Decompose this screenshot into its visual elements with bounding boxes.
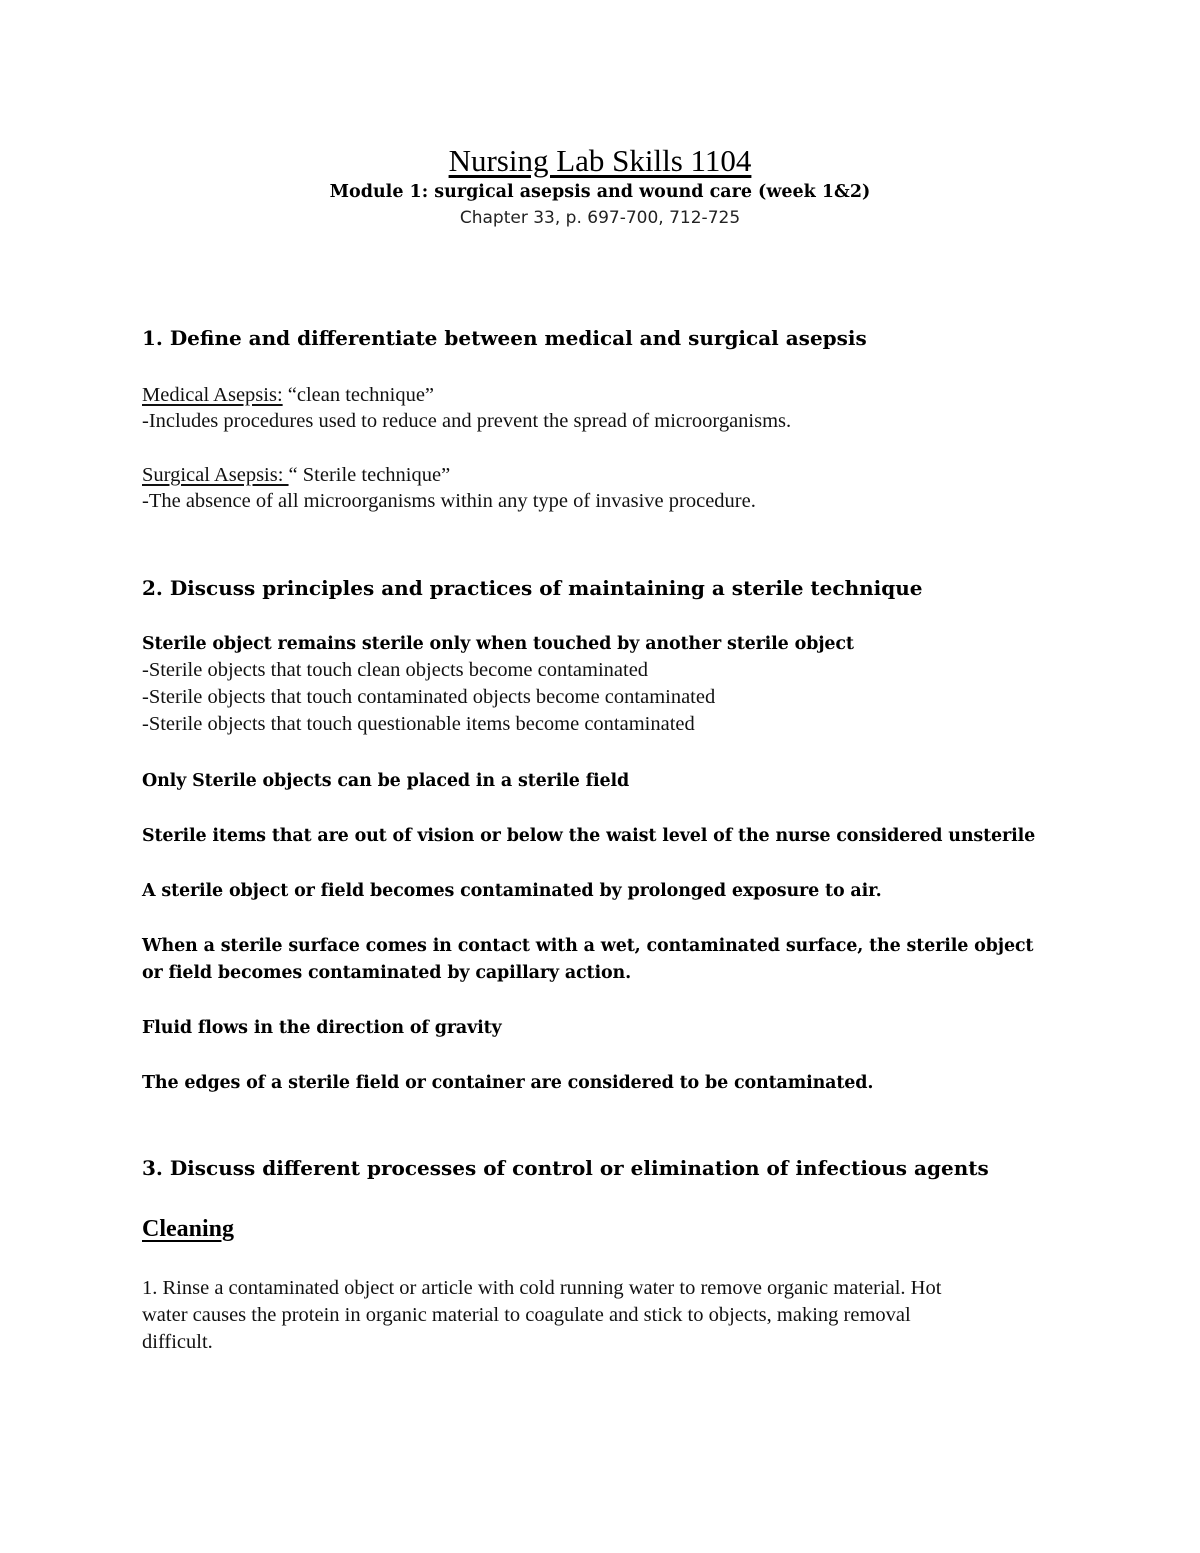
surgical-asepsis-description: -The absence of all microorganisms within any type of invasive procedure. — [142, 490, 756, 512]
cleaning-heading: Cleaning — [142, 1216, 235, 1242]
principle-2: Only Sterile objects can be placed in a sterile field — [142, 771, 630, 791]
principle-6: Fluid flows in the direction of gravity — [142, 1018, 502, 1038]
principle-1-bullet: -Sterile objects that touch contaminated objects become contaminated — [142, 686, 716, 708]
section-1-heading: 1. Define and differentiate between medical and surgical asepsis — [142, 326, 867, 350]
principle-7: The edges of a sterile field or container are considered to be contaminated. — [142, 1073, 874, 1093]
medical-asepsis-label: Medical Asepsis: — [142, 384, 283, 406]
principle-3: Sterile items that are out of vision or below the waist level of the nurse considered unsterile — [142, 826, 1036, 846]
document-title: Nursing Lab Skills 1104 — [448, 143, 752, 178]
principle-4: A sterile object or field becomes contaminated by prolonged exposure to air. — [142, 881, 882, 901]
section-3-heading: 3. Discuss different processes of control or elimination of infectious agents — [142, 1156, 989, 1180]
principle-1: Sterile object remains sterile only when touched by another sterile object — [142, 634, 854, 654]
principle-1-bullet: -Sterile objects that touch clean objects become contaminated — [142, 659, 649, 681]
surgical-asepsis-term: “ Sterile technique” — [288, 464, 451, 486]
principle-5-line-1: When a sterile surface comes in contact with a wet, contaminated surface, the sterile object — [142, 936, 1034, 956]
chapter-reference: Chapter 33, p. 697-700, 712-725 — [459, 208, 741, 228]
module-subtitle: Module 1: surgical asepsis and wound care (week 1&2) — [329, 182, 871, 202]
cleaning-step-1-line-2: water causes the protein in organic material to coagulate and stick to objects, making removal — [142, 1304, 911, 1326]
section-2-heading: 2. Discuss principles and practices of maintaining a sterile technique — [142, 576, 923, 600]
cleaning-step-1-line-1: 1. Rinse a contaminated object or article with cold running water to remove organic material. Hot — [142, 1277, 942, 1299]
medical-asepsis-description: -Includes procedures used to reduce and prevent the spread of microorganisms. — [142, 410, 792, 432]
cleaning-step-1-line-3: difficult. — [142, 1331, 213, 1353]
surgical-asepsis-label: Surgical Asepsis: — [142, 464, 289, 486]
surgical-asepsis-line — [142, 462, 1072, 488]
medical-asepsis-term: “clean technique” — [282, 384, 435, 406]
principle-1-bullet: -Sterile objects that touch questionable items become contaminated — [142, 713, 695, 735]
medical-asepsis-line — [142, 382, 1072, 408]
principle-5-line-2: or field becomes contaminated by capillary action. — [142, 963, 632, 983]
